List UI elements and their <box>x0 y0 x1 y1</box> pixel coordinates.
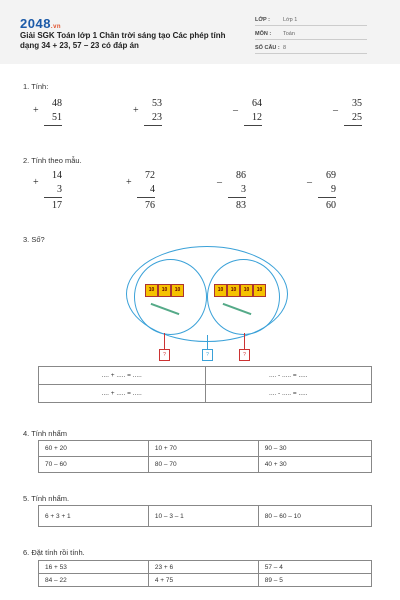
answer-box[interactable]: ? <box>159 349 170 361</box>
exercise-cell: 4 + 75 <box>148 574 258 587</box>
operand-top: 86 <box>236 170 246 181</box>
exercise-cell: 80 – 60 – 10 <box>258 506 371 527</box>
left-group-circle <box>134 259 207 335</box>
answer-field[interactable] <box>44 128 62 139</box>
question-1-label: 1. Tính: <box>23 82 49 91</box>
operand-bottom: 23 <box>152 112 162 123</box>
exercise-cell: 57 – 4 <box>258 561 371 574</box>
vertical-calculation <box>133 98 162 144</box>
vertical-calculation <box>33 98 62 144</box>
operand-bottom: 9 <box>331 184 336 195</box>
equation-cell[interactable]: .... - ..... = ..... <box>205 367 372 385</box>
vertical-calculation <box>333 98 362 144</box>
exercise-cell: 10 – 3 – 1 <box>148 506 258 527</box>
operand-top: 48 <box>52 98 62 109</box>
ten-box: 10 <box>240 284 253 297</box>
operator-sign: + <box>133 105 139 116</box>
operator-sign: – <box>217 177 222 188</box>
vertical-calculation <box>233 98 262 144</box>
operator-sign: – <box>233 105 238 116</box>
operator-sign: – <box>333 105 338 116</box>
question-4-table <box>38 440 372 473</box>
result-value: 60 <box>326 200 336 211</box>
exercise-cell: 70 – 60 <box>39 457 149 473</box>
question-3-table <box>38 366 372 403</box>
page-header <box>0 0 400 64</box>
result-value: 83 <box>236 200 246 211</box>
question-6-label: 6. Đặt tính rồi tính. <box>23 548 85 557</box>
exercise-cell: 80 – 70 <box>148 457 258 473</box>
operator-sign: + <box>126 177 132 188</box>
operand-top: 14 <box>52 170 62 181</box>
operator-sign: – <box>307 177 312 188</box>
operand-bottom: 4 <box>150 184 155 195</box>
exercise-cell: 23 + 6 <box>148 561 258 574</box>
meta-count: SỐ CÂU : 8 <box>255 42 367 54</box>
operand-bottom: 12 <box>252 112 262 123</box>
vertical-calculation <box>307 170 336 216</box>
ten-box: 10 <box>145 284 158 297</box>
question-5-label: 5. Tính nhẩm. <box>23 494 70 503</box>
exercise-cell: 89 – 5 <box>258 574 371 587</box>
exercise-cell: 40 + 30 <box>258 457 371 473</box>
site-logo[interactable]: 2048.vn <box>20 16 62 31</box>
answer-field[interactable] <box>144 128 162 139</box>
vertical-calculation <box>126 170 155 216</box>
question-5-table <box>38 505 372 527</box>
ten-box: 10 <box>158 284 171 297</box>
operand-top: 35 <box>352 98 362 109</box>
equation-cell[interactable]: .... + ..... = ..... <box>39 367 206 385</box>
operand-bottom: 25 <box>352 112 362 123</box>
page-title: Giải SGK Toán lớp 1 Chân trời sáng tạo Các phép tính dạng 34 + 23, 57 – 23 có đáp án <box>20 31 226 50</box>
exercise-cell: 10 + 70 <box>148 441 258 457</box>
operand-top: 64 <box>252 98 262 109</box>
operand-bottom: 3 <box>57 184 62 195</box>
question-4-label: 4. Tính nhẩm <box>23 429 68 438</box>
operand-top: 72 <box>145 170 155 181</box>
equation-cell[interactable]: .... - ..... = ..... <box>205 385 372 403</box>
ten-box: 10 <box>227 284 240 297</box>
meta-subject: MÔN : Toán <box>255 28 367 40</box>
exercise-cell: 90 – 30 <box>258 441 371 457</box>
vertical-calculation <box>33 170 62 216</box>
result-value: 76 <box>145 200 155 211</box>
operand-bottom: 3 <box>241 184 246 195</box>
question-2-label: 2. Tính theo mẫu. <box>23 156 82 165</box>
ten-box: 10 <box>253 284 266 297</box>
answer-field[interactable] <box>344 128 362 139</box>
vertical-calculation <box>217 170 246 216</box>
ten-box: 10 <box>171 284 184 297</box>
operand-top: 53 <box>152 98 162 109</box>
question-3-label: 3. Số? <box>23 235 45 244</box>
exercise-cell: 60 + 20 <box>39 441 149 457</box>
equation-cell[interactable]: .... + ..... = ..... <box>39 385 206 403</box>
operator-sign: + <box>33 177 39 188</box>
exercise-cell: 6 + 3 + 1 <box>39 506 149 527</box>
result-value: 17 <box>52 200 62 211</box>
right-group-circle <box>207 259 280 335</box>
question-6-table <box>38 560 372 587</box>
operand-bottom: 51 <box>52 112 62 123</box>
ten-box: 10 <box>214 284 227 297</box>
exercise-cell: 16 + 53 <box>39 561 149 574</box>
answer-box[interactable]: ? <box>202 349 213 361</box>
answer-field[interactable] <box>244 128 262 139</box>
exercise-cell: 84 – 22 <box>39 574 149 587</box>
meta-grade: LỚP : Lớp 1 <box>255 14 367 26</box>
operator-sign: + <box>33 105 39 116</box>
answer-box[interactable]: ? <box>239 349 250 361</box>
operand-top: 69 <box>326 170 336 181</box>
